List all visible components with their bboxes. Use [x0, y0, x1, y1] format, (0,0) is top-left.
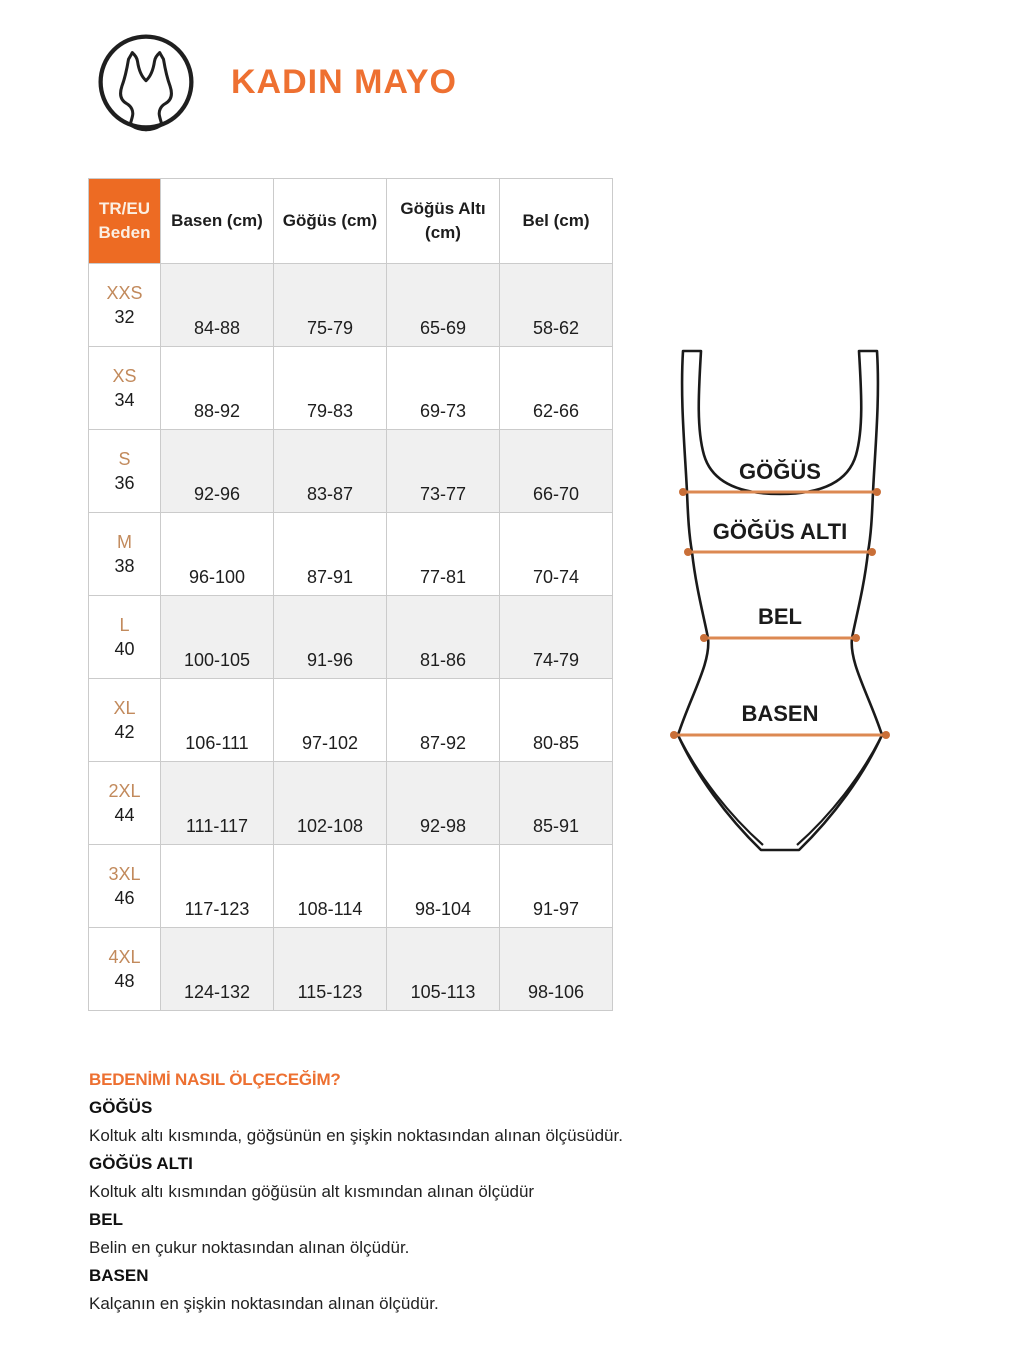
size-label: 2XL [108, 781, 141, 801]
diagram-label-gogus-alti: GÖĞÜS ALTI [712, 519, 848, 544]
bel-value: 74-79 [500, 596, 613, 679]
size-label: S [118, 449, 131, 469]
size-cell [89, 264, 161, 347]
gogus-alti-value: 98-104 [387, 845, 500, 928]
gogus-alti-value: 81-86 [387, 596, 500, 679]
bel-value: 85-91 [500, 762, 613, 845]
size-label: XXS [106, 283, 143, 303]
bel-value: 98-106 [500, 928, 613, 1011]
guide-list [89, 1094, 749, 1318]
gogus-alti-value: 105-113 [387, 928, 500, 1011]
diagram-label-gogus: GÖĞÜS [739, 459, 821, 484]
eu-size: 36 [114, 473, 135, 493]
icon-swimsuit-glyph [121, 53, 172, 130]
bel-value: 66-70 [500, 430, 613, 513]
diagram-label-bel: BEL [758, 604, 802, 629]
eu-size: 42 [114, 722, 135, 742]
size-label: 3XL [108, 864, 141, 884]
gogus-alti-value: 65-69 [387, 264, 500, 347]
guide-def-basen: Kalçanın en şişkin noktasından alınan ölçüdür. [89, 1294, 439, 1313]
table-row-l [89, 596, 613, 679]
basen-value: 100-105 [161, 596, 274, 679]
bel-value: 58-62 [500, 264, 613, 347]
basen-value: 124-132 [161, 928, 274, 1011]
col-header-gogus: Göğüs (cm) [274, 179, 387, 264]
size-label: XL [113, 698, 136, 718]
size-cell [89, 928, 161, 1011]
table-row-m [89, 513, 613, 596]
size-cell [89, 347, 161, 430]
eu-size: 46 [114, 888, 135, 908]
gogus-value: 83-87 [274, 430, 387, 513]
eu-size: 44 [114, 805, 135, 825]
swimsuit-measurement-diagram [663, 345, 897, 867]
guide-term-gogus: GÖĞÜS [89, 1098, 153, 1117]
gogus-value: 102-108 [274, 762, 387, 845]
gogus-value: 75-79 [274, 264, 387, 347]
gogus-value: 91-96 [274, 596, 387, 679]
eu-size: 32 [114, 307, 135, 327]
size-cell [89, 596, 161, 679]
eu-size: 38 [114, 556, 135, 576]
size-cell [89, 513, 161, 596]
basen-value: 111-117 [161, 762, 274, 845]
size-cell [89, 679, 161, 762]
table-row-4xl [89, 928, 613, 1011]
gogus-value: 115-123 [274, 928, 387, 1011]
basen-value: 96-100 [161, 513, 274, 596]
guide-term-bel: BEL [89, 1210, 123, 1229]
table-row-2xl [89, 762, 613, 845]
diagram-label-basen: BASEN [741, 701, 819, 726]
gogus-value: 108-114 [274, 845, 387, 928]
table-row-3xl [89, 845, 613, 928]
size-table [88, 178, 613, 1011]
col-header-basen: Basen (cm) [161, 179, 274, 264]
bel-value: 80-85 [500, 679, 613, 762]
size-label: XS [112, 366, 137, 386]
guide-def-bel: Belin en çukur noktasından alınan ölçüdür. [89, 1238, 410, 1257]
swimsuit-outline [678, 351, 882, 850]
table-row-xl [89, 679, 613, 762]
guide-heading: BEDENİMİ NASIL ÖLÇECEĞİM? [89, 1070, 341, 1089]
bel-value: 70-74 [500, 513, 613, 596]
table-header-row [89, 179, 613, 264]
size-cell [89, 430, 161, 513]
guide-def-gogus: Koltuk altı kısmında, göğsünün en şişkin noktasından alınan ölçüsüdür. [89, 1126, 623, 1145]
size-label: L [119, 615, 130, 635]
guide-def-gogus-alti: Koltuk altı kısmından göğüsün alt kısmından alınan ölçüdür [89, 1182, 535, 1201]
gogus-alti-value: 77-81 [387, 513, 500, 596]
col-header-bel: Bel (cm) [500, 179, 613, 264]
size-cell [89, 762, 161, 845]
size-cell [89, 845, 161, 928]
size-label: 4XL [108, 947, 141, 967]
gogus-alti-value: 73-77 [387, 430, 500, 513]
col-header-tr-eu-beden: TR/EU Beden [89, 179, 161, 264]
eu-size: 40 [114, 639, 135, 659]
guide-term-basen: BASEN [89, 1266, 149, 1285]
basen-value: 84-88 [161, 264, 274, 347]
size-label: M [117, 532, 132, 552]
gogus-value: 79-83 [274, 347, 387, 430]
eu-size: 34 [114, 390, 135, 410]
measuring-guide [89, 1066, 749, 1318]
table-row-s [89, 430, 613, 513]
table-row-xs [89, 347, 613, 430]
bel-value: 91-97 [500, 845, 613, 928]
bel-value: 62-66 [500, 347, 613, 430]
gogus-value: 97-102 [274, 679, 387, 762]
table-row-xxs [89, 264, 613, 347]
col-header-gogus-alti: Göğüs Altı (cm) [387, 179, 500, 264]
guide-term-gogus-alti: GÖĞÜS ALTI [89, 1154, 193, 1173]
gogus-value: 87-91 [274, 513, 387, 596]
page-title: KADIN MAYO [231, 63, 457, 101]
gogus-alti-value: 87-92 [387, 679, 500, 762]
basen-value: 117-123 [161, 845, 274, 928]
swimsuit-icon [94, 30, 198, 134]
eu-size: 48 [114, 971, 135, 991]
basen-value: 88-92 [161, 347, 274, 430]
basen-value: 106-111 [161, 679, 274, 762]
gogus-alti-value: 69-73 [387, 347, 500, 430]
basen-value: 92-96 [161, 430, 274, 513]
gogus-alti-value: 92-98 [387, 762, 500, 845]
